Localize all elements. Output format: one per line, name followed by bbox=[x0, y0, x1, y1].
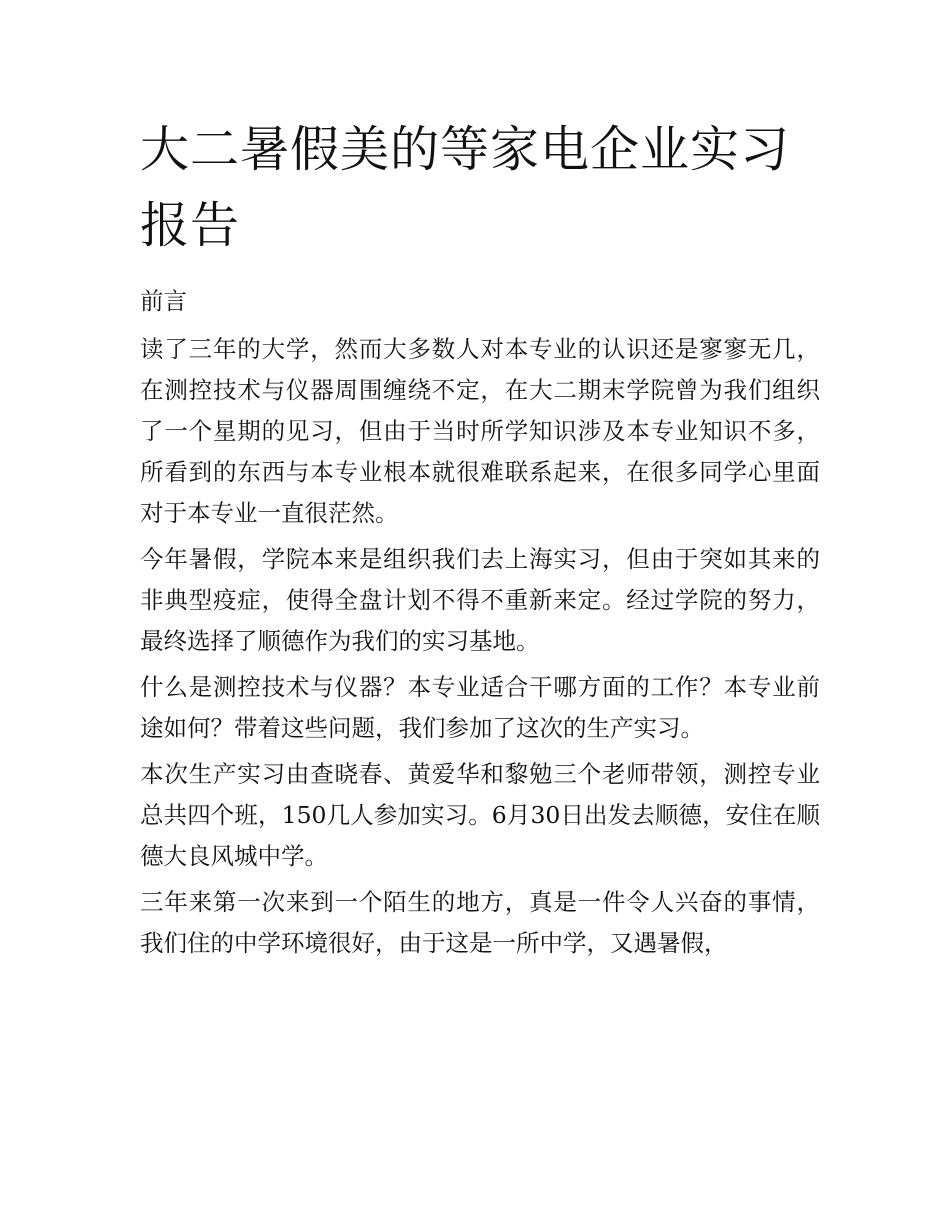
section-heading: 前言 bbox=[140, 287, 187, 315]
paragraph: 读了三年的大学，然而大多数人对本专业的认识还是寥寥无几，在测控技术与仪器周围缠绕不定，在大二期末学院曾为我们组织了一个星期的见习，但由于当时所学知识涉及本专业知识不多，所看到的东西与本专业根本就很难联系起来，在很多同学心里面对于本专业一直很茫然。 bbox=[140, 335, 820, 527]
paragraph: 本次生产实习由查晓春、黄爱华和黎勉三个老师带领，测控专业总共四个班，150几人参加实习。6月30日出发去顺德，安住在顺德大良风城中学。 bbox=[140, 760, 820, 870]
document-title: 大二暑假美的等家电企业实习报告 bbox=[140, 121, 791, 254]
document-body bbox=[140, 281, 820, 969]
paragraph: 什么是测控技术与仪器？本专业适合干哪方面的工作？本专业前途如何？带着这些问题，我们参加了这次的生产实习。 bbox=[140, 673, 820, 742]
paragraph: 今年暑假，学院本来是组织我们去上海实习，但由于突如其来的非典型疫症，使得全盘计划不得不重新来定。经过学院的努力，最终选择了顺德作为我们的实习基地。 bbox=[140, 545, 820, 655]
paragraph: 三年来第一次来到一个陌生的地方，真是一件令人兴奋的事情，我们住的中学环境很好，由于这是一所中学，又遇暑假， bbox=[140, 888, 820, 957]
